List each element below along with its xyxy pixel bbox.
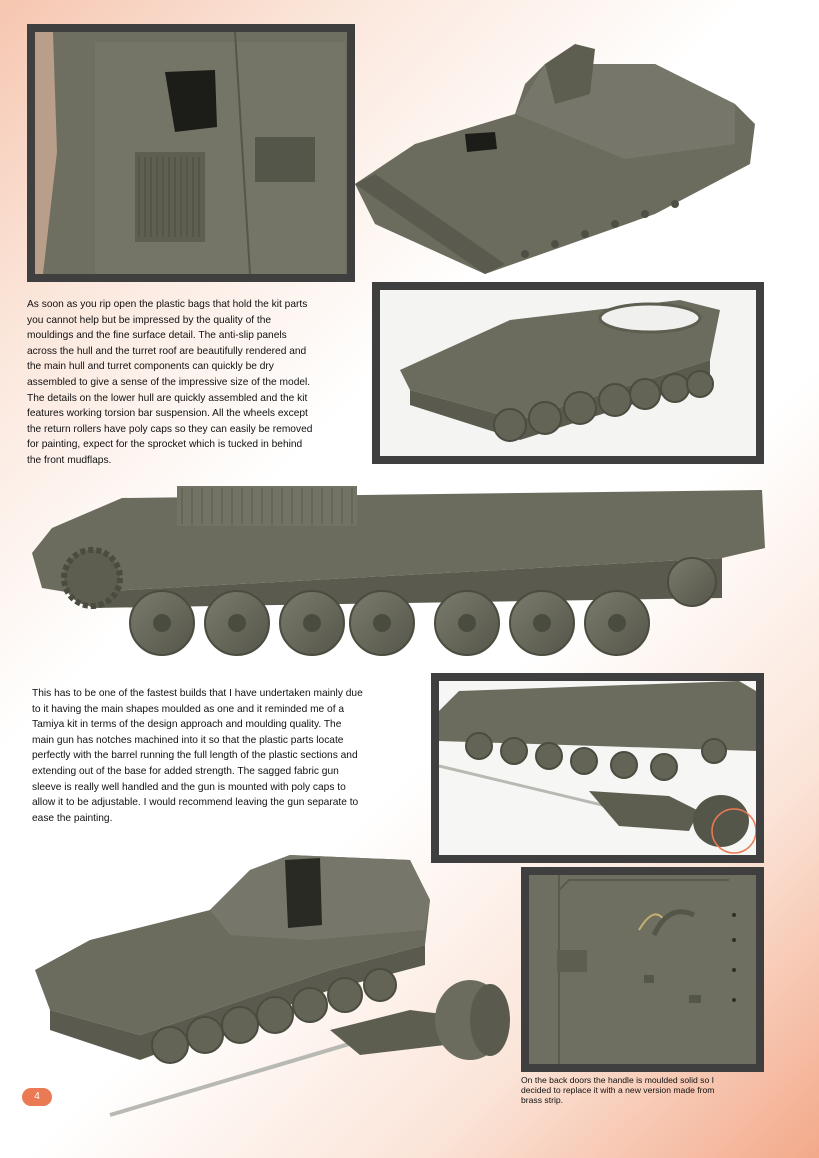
photo-turret-on-hull <box>355 24 760 282</box>
page-number: 4 <box>22 1088 52 1106</box>
photo-back-doors-handle <box>521 867 764 1072</box>
photo-assembled-model <box>30 830 515 1120</box>
photo-lower-hull-wheels <box>372 282 764 464</box>
photo-hull-roof-closeup <box>27 24 355 282</box>
photo-hull-side-view <box>32 478 767 668</box>
back-doors-caption: On the back doors the handle is moulded solid so I decided to replace it with a new version made from brass strip. <box>521 1075 715 1106</box>
intro-paragraph: As soon as you rip open the plastic bags that hold the kit parts you cannot help but be impressed by the quality of the mouldings and the fine surface detail. The anti-slip panels across the hull and the turret roof are beautifully rendered and the main hull and turret components can quickly be dry assembled to give a sense of the impressive size of the model. The details on the lower hull are quickly assembled and the kit features working torsion bar suspension. All the wheels except the return rollers have poly caps so they can easily be removed for painting, expect for the sprocket which is tucked in behind the front mudflaps. <box>27 299 313 466</box>
build-paragraph: This has to be one of the fastest builds that I have undertaken mainly due to it having the main shapes moulded as one and it reminded me of a Tamiya kit in terms of the design approach and moulding quality. The main gun has notches machined into it so that the plastic parts locate perfectly with the barrel running the full length of the plastic sections and extending out of the base for added strength. The sagged fabric gun sleeve is really well handled and the gun is mounted with poly caps to allow it to be adjustable. I would recommend leaving the gun separate to ease the painting. <box>32 688 363 824</box>
